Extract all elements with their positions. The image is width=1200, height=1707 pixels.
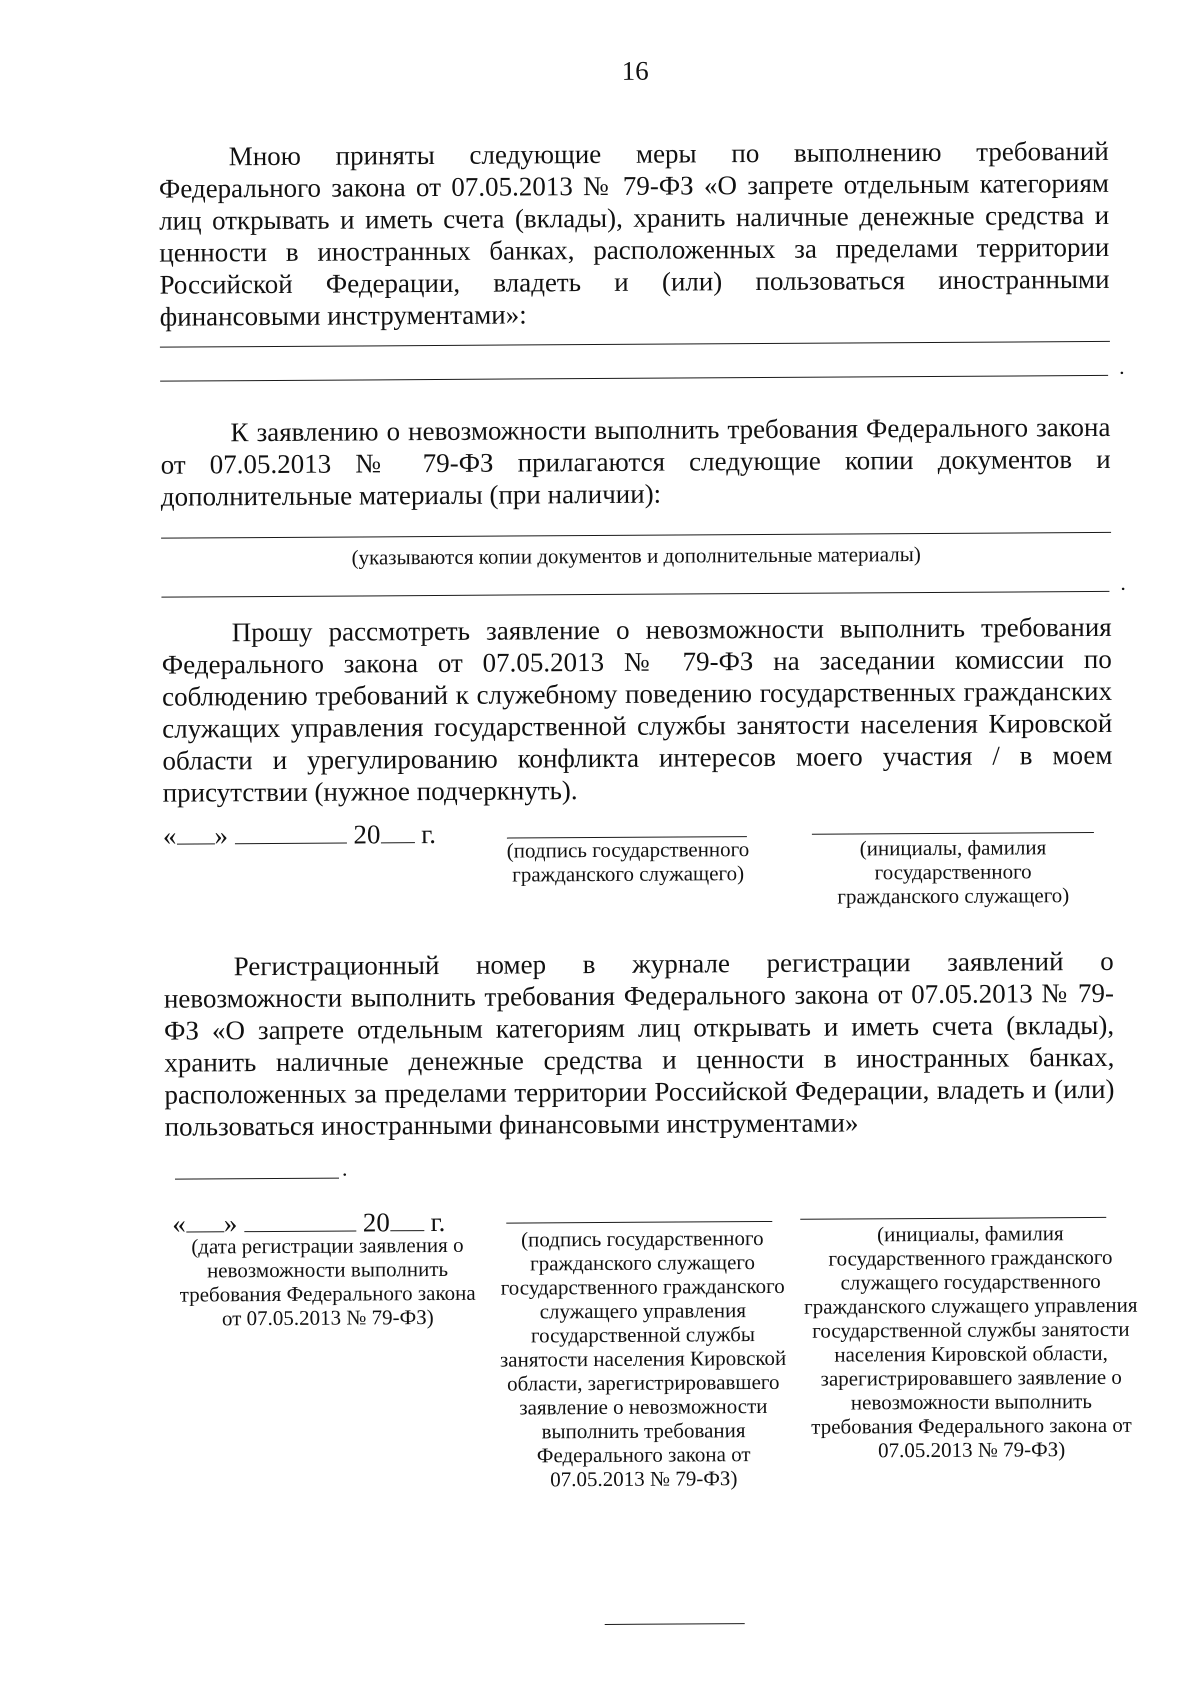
attachments-end-mark: . [1120,569,1126,595]
signature-line-2 [506,1221,772,1224]
attachments-fill-line-2 [161,591,1109,598]
attachments-text: К заявлению о невозможности выполнить требования Федерального закона от 07.05.2013 № 79-ФЗ прилагаются следующие копии документов и дополнительные материалы (при наличии): [160,411,1111,512]
initials-caption-1: (инициалы, фамилия государственного гражданского служащего) [837,835,1070,909]
initials-line-2 [800,1217,1106,1220]
year-prefix-1: 20 [353,819,381,850]
year-blank-1 [380,822,414,843]
year-blank-2 [390,1210,424,1231]
registration-number-line [175,1178,339,1180]
measures-text: Мною приняты следующие меры по выполнению требований Федерального закона от 07.05.2013 № 79-ФЗ «О запрете отдельным категориям лиц открывать и иметь счета (вклады), хранить наличные денежные средства и ценности в иностранных банках, расположенных за пределами территории Российской Федерации, владеть и (или) пользоваться иностранными финансовыми инструментами»: [158,135,1110,332]
signature-caption-2: (подпись государственного гражданского служащего государственного гражданского служащего управления государственной службы занятости населения Кировской области, зарегистрировавшего заявление о невозможности выполнить требования Федерального закона от 07.05.2013 № 79-ФЗ) [499,1226,787,1492]
month-blank-1 [235,823,347,845]
closing-rule [605,1623,745,1625]
measures-paragraph [159,135,1110,333]
year-suffix-2: г. [430,1206,446,1238]
measures-end-mark: . [1118,353,1125,379]
day-blank-1 [176,823,214,844]
measures-fill-line-2 [160,375,1108,382]
request-text: Прошу рассмотреть заявление о невозможности выполнить требования Федерального закона от 07.05.2013 № 79-ФЗ на заседании комиссии по соблюдению требований к служебному поведению государственных гражданских служащих управления государственной службы занятости населения Кировской области и урегулированию конфликта интересов моего участия / в моем присутствии (нужное подчеркнуть). [161,611,1113,808]
request-paragraph [162,611,1113,809]
registration-text: Регистрационный номер в журнале регистрации заявлений о невозможности выполнить требования Федерального закона от 07.05.2013 № 79-ФЗ «О запрете отдельным категориям лиц открывать и иметь счета (вклады), хранить наличные денежные средства и ценности в иностранных банках, расположенных за пределами территории Российской Федерации, владеть и (или) пользоваться иностранными финансовыми инструментами» [163,945,1115,1142]
measures-fill-line-1 [160,341,1110,348]
registration-end-mark: . [341,1155,348,1181]
day-blank-2 [186,1211,224,1232]
attachments-fill-line-1 [161,532,1111,539]
registration-paragraph [164,945,1115,1143]
signature-caption-1: (подпись государственного гражданского служащего) [506,837,750,887]
month-blank-2 [244,1210,356,1232]
quote-open-1: « [162,820,177,851]
attachments-caption: (указываются копии документов и дополнительные материалы) [351,542,921,570]
quote-open-2: « [172,1208,186,1239]
year-prefix-2: 20 [362,1207,390,1238]
date-caption-2: (дата регистрации заявления о невозможности выполнить требования Федерального закона от 07.05.2013 № 79-ФЗ) [179,1232,476,1331]
quote-close-1: » [214,820,228,851]
year-suffix-1: г. [421,819,437,850]
quote-close-2: » [223,1208,238,1239]
page-number: 16 [621,55,649,86]
initials-caption-2: (инициалы, фамилия государственного гражданского служащего государственного гражданского служащего управления государственной службы занятости населения Кировской области, зарегистрировавшего заявление о невозможности выполнить требования Федерального закона от 07.05.2013 № 79-ФЗ) [804,1221,1138,1463]
date-line-1 [163,819,436,851]
attachments-paragraph [160,411,1111,513]
